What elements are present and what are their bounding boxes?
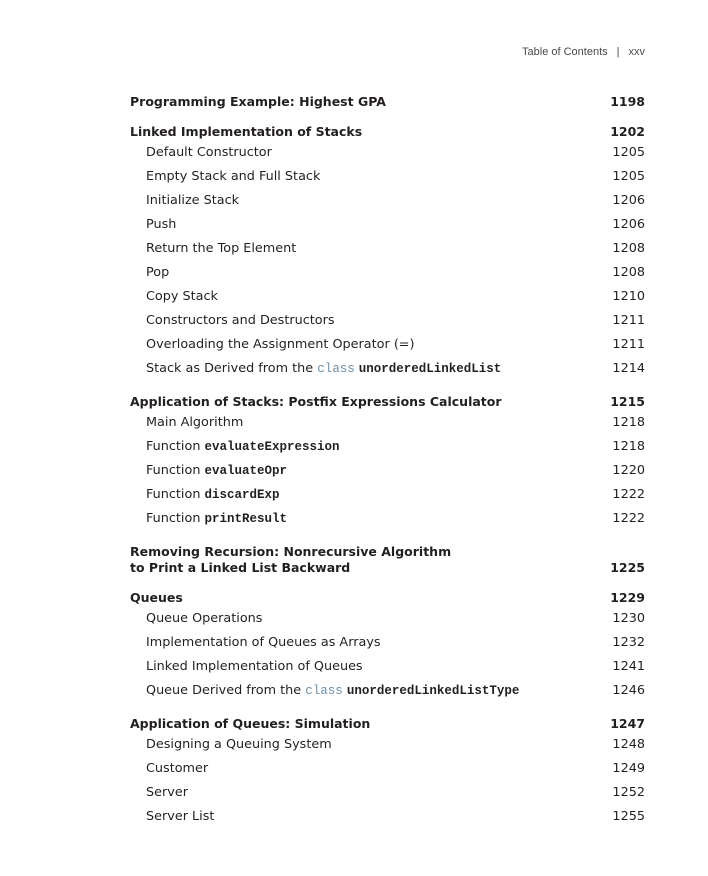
toc-title-text: Removing Recursion: Nonrecursive Algorithm xyxy=(130,544,452,559)
toc-subsection-entry xyxy=(130,804,645,828)
toc-subsection-entry xyxy=(130,164,645,188)
toc-entry-title xyxy=(146,761,208,776)
toc-subsection-entry xyxy=(130,308,645,332)
toc-page-number: 1205 xyxy=(612,144,645,160)
toc-page-number: 1214 xyxy=(612,360,645,376)
code-identifier: evaluateOpr xyxy=(204,463,288,478)
toc-subsection-entry xyxy=(130,654,645,678)
toc-page-number: 1252 xyxy=(612,784,645,800)
toc-page-number: 1211 xyxy=(612,312,645,328)
toc-section-entry xyxy=(130,124,645,140)
toc-page-number: 1210 xyxy=(612,288,645,304)
toc-entry-title xyxy=(130,94,386,110)
code-identifier: printResult xyxy=(204,511,288,526)
code-identifier: discardExp xyxy=(204,487,280,502)
toc-page-number: 1232 xyxy=(612,634,645,650)
toc-page-number: 1249 xyxy=(612,760,645,776)
toc-entry-title xyxy=(146,785,188,800)
toc-entry-title xyxy=(146,169,320,184)
toc-page-number: 1206 xyxy=(612,192,645,208)
toc-entry-title xyxy=(146,217,176,232)
toc-subsection-entry xyxy=(130,630,645,654)
toc-page-number: 1218 xyxy=(612,438,645,454)
toc-subsection-entry xyxy=(130,780,645,804)
toc-page-number: 1247 xyxy=(610,716,645,731)
toc-title-text: Main Algorithm xyxy=(146,414,244,430)
toc-title-text: Application of Queues: Simulation xyxy=(130,716,371,731)
toc-entry-title xyxy=(130,124,362,140)
toc-title-text-line2: to Print a Linked List Backward xyxy=(130,560,351,575)
toc-entry-title xyxy=(146,145,272,160)
toc-page-number: 1241 xyxy=(612,658,645,674)
toc-page-number: 1222 xyxy=(612,510,645,526)
toc-subsection-entry xyxy=(130,410,645,434)
toc-section-entry xyxy=(130,394,645,410)
toc-title-text: Queues xyxy=(130,590,183,605)
toc-subsection-entry xyxy=(130,212,645,236)
header-page-number: xxv xyxy=(628,46,645,58)
toc-page-number: 1246 xyxy=(612,682,645,698)
toc-title-text: Function xyxy=(146,486,201,502)
toc-page-number: 1205 xyxy=(612,168,645,184)
toc-page-number: 1211 xyxy=(612,336,645,352)
toc-entry-title xyxy=(146,193,239,208)
toc-title-text: Implementation of Queues as Arrays xyxy=(146,634,381,650)
toc-title-text: Customer xyxy=(146,760,209,776)
toc-title-text: Linked Implementation of Queues xyxy=(146,658,363,674)
toc-entry-title xyxy=(130,544,451,576)
toc-entry-title xyxy=(146,611,262,626)
toc-subsection-entry xyxy=(130,606,645,630)
toc-entry-title xyxy=(146,737,332,752)
toc-title-text: Queue Derived from the xyxy=(146,682,302,698)
toc-title-text: Function xyxy=(146,462,201,478)
toc-entry-title xyxy=(130,716,370,732)
toc-page-number: 1255 xyxy=(612,808,645,824)
toc-entry-title xyxy=(146,809,214,824)
toc-title-text: Push xyxy=(146,216,177,232)
toc-page-number: 1225 xyxy=(610,560,645,575)
toc-subsection-entry xyxy=(130,140,645,164)
toc-page-number: 1208 xyxy=(612,240,645,256)
toc-title-text: Copy Stack xyxy=(146,288,218,304)
toc-page-number: 1218 xyxy=(612,414,645,430)
toc-page-number: 1248 xyxy=(612,736,645,752)
toc-title-text: Constructors and Destructors xyxy=(146,312,335,328)
code-identifier: evaluateExpression xyxy=(204,439,340,454)
toc-section-entry xyxy=(130,716,645,732)
toc-subsection-entry xyxy=(130,356,645,380)
toc-title-text: Queue Operations xyxy=(146,610,263,626)
toc-entry-title xyxy=(146,289,218,304)
toc-entry-title xyxy=(146,439,340,454)
toc-entry-title xyxy=(146,659,363,674)
toc-title-text: Function xyxy=(146,510,201,526)
toc-entry-title xyxy=(146,337,415,352)
code-keyword: class xyxy=(305,683,343,698)
toc-page-number: 1222 xyxy=(612,486,645,502)
toc-subsection-entry xyxy=(130,284,645,308)
toc-entry-title xyxy=(146,415,243,430)
toc-entry-title xyxy=(130,394,502,410)
header-separator: | xyxy=(616,46,620,58)
code-keyword: class xyxy=(317,361,355,376)
toc-subsection-entry xyxy=(130,332,645,356)
toc-title-text: Application of Stacks: Postfix Expressions Calculator xyxy=(130,394,502,409)
toc-title-text: Return the Top Element xyxy=(146,240,297,256)
toc-section-entry xyxy=(130,590,645,606)
toc-subsection-entry xyxy=(130,188,645,212)
table-of-contents xyxy=(130,91,645,828)
toc-page-number: 1220 xyxy=(612,462,645,478)
toc-section-entry xyxy=(130,544,645,576)
toc-entry-title xyxy=(146,463,287,478)
toc-entry-title xyxy=(146,635,381,650)
toc-page-number: 1202 xyxy=(610,124,645,139)
toc-entry-title xyxy=(146,361,501,376)
toc-page-number: 1230 xyxy=(612,610,645,626)
toc-page-number: 1208 xyxy=(612,264,645,280)
toc-entry-title xyxy=(146,683,519,698)
toc-title-text: Overloading the Assignment Operator (=) xyxy=(146,336,415,352)
toc-title-text: Programming Example: Highest GPA xyxy=(130,94,386,109)
toc-page-number: 1229 xyxy=(610,590,645,605)
toc-title-text: Designing a Queuing System xyxy=(146,736,332,752)
toc-title-text: Default Constructor xyxy=(146,144,272,160)
toc-title-text: Empty Stack and Full Stack xyxy=(146,168,321,184)
toc-subsection-entry xyxy=(130,732,645,756)
toc-section-entry xyxy=(130,94,645,110)
toc-title-text: Server xyxy=(146,784,188,800)
toc-entry-title xyxy=(146,313,335,328)
toc-title-text: Function xyxy=(146,438,201,454)
toc-title-text: Stack as Derived from the xyxy=(146,360,314,376)
toc-subsection-entry xyxy=(130,260,645,284)
toc-title-text: Linked Implementation of Stacks xyxy=(130,124,363,139)
toc-entry-title xyxy=(146,241,296,256)
toc-page-number: 1206 xyxy=(612,216,645,232)
toc-entry-title xyxy=(130,590,183,606)
toc-page-number: 1198 xyxy=(610,94,645,109)
toc-page-number: 1215 xyxy=(610,394,645,409)
code-identifier: unorderedLinkedListType xyxy=(346,683,520,698)
toc-subsection-entry xyxy=(130,236,645,260)
toc-subsection-entry xyxy=(130,434,645,458)
toc-subsection-entry xyxy=(130,506,645,530)
toc-title-text: Pop xyxy=(146,264,170,280)
toc-entry-title xyxy=(146,511,287,526)
toc-subsection-entry xyxy=(130,678,645,702)
toc-title-text: Server List xyxy=(146,808,215,824)
toc-subsection-entry xyxy=(130,458,645,482)
toc-entry-title xyxy=(146,265,169,280)
header-section: Table of Contents xyxy=(522,46,608,58)
running-header xyxy=(522,46,645,58)
code-identifier: unorderedLinkedList xyxy=(358,361,502,376)
toc-entry-title xyxy=(146,487,280,502)
toc-title-text: Initialize Stack xyxy=(146,192,240,208)
toc-subsection-entry xyxy=(130,482,645,506)
toc-subsection-entry xyxy=(130,756,645,780)
